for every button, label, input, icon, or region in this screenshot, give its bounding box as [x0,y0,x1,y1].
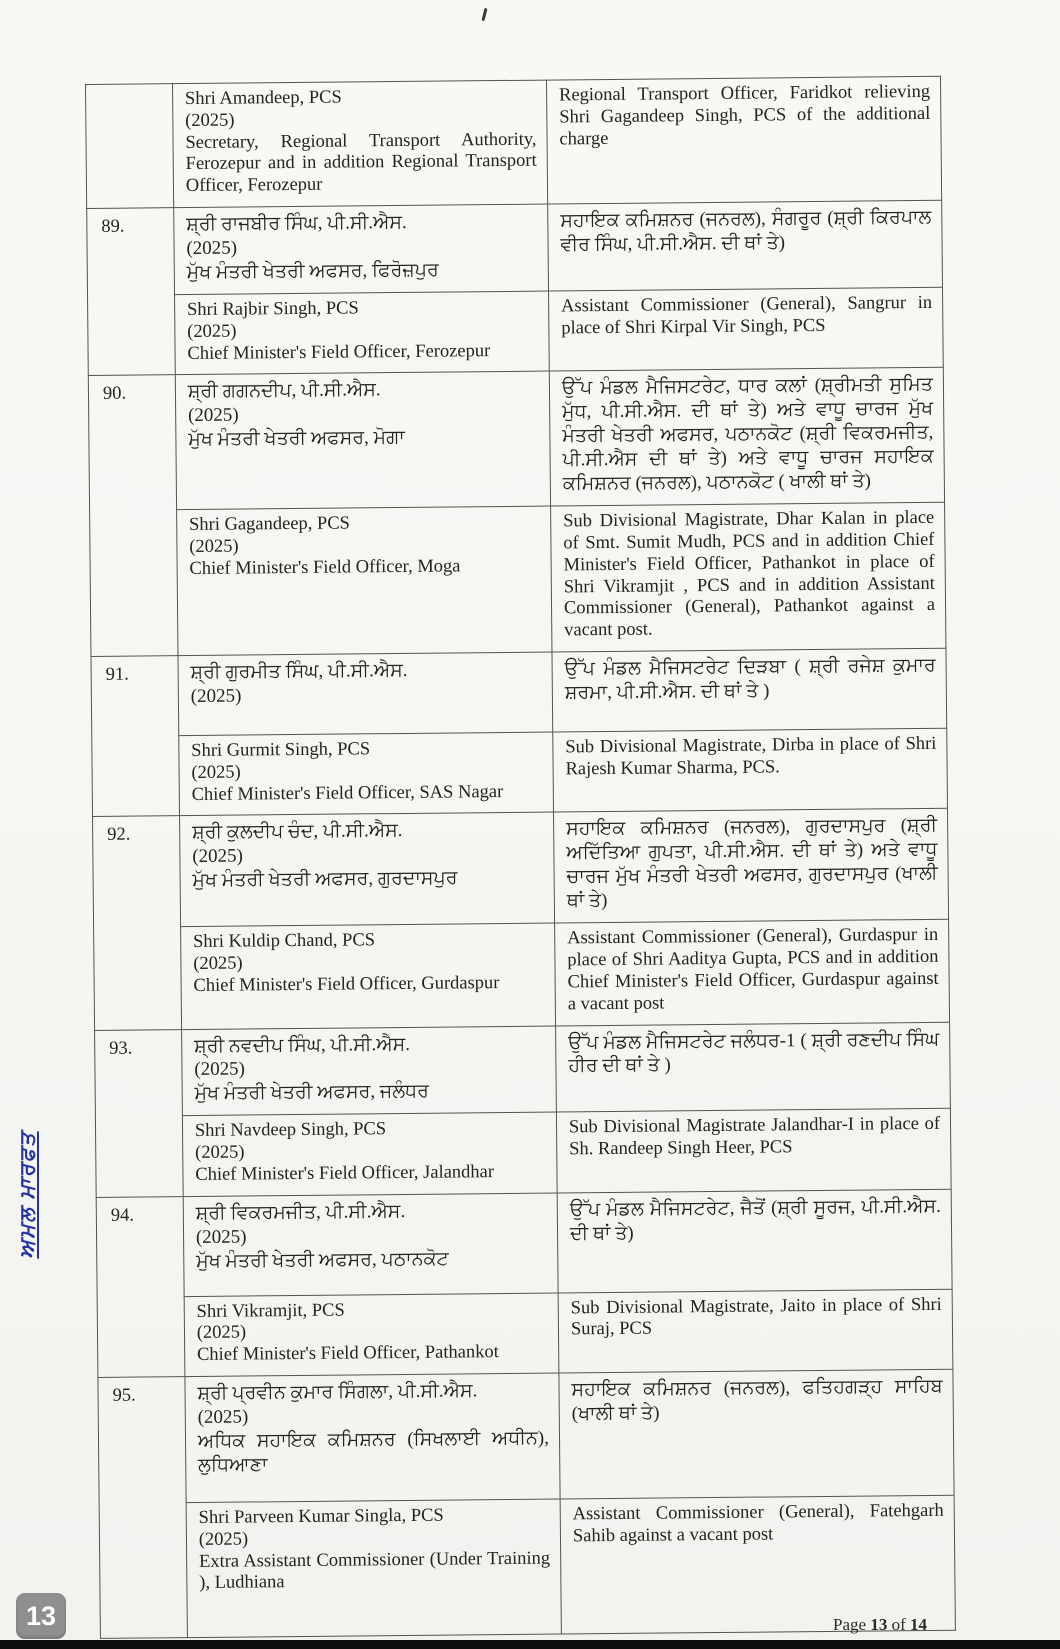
officer-line: (2025) [185,110,235,131]
officer-cell [176,506,551,656]
officer-line: ਮੁੱਖ ਮੰਤਰੀ ਖੇਤਰੀ ਅਫਸਰ, ਪਠਾਨਕੋਟ [196,1248,449,1272]
footer-page-word: Page [833,1615,871,1634]
officer-line: (2025) [194,1058,246,1081]
officer-line: ਮੁੱਖ ਮੰਤਰੀ ਖੇਤਰੀ ਅਫਸਰ, ਫਿਰੋਜ਼ਪੁਰ [186,259,439,284]
order-row [97,1289,953,1378]
officer-line: Chief Minister's Field Officer, Jalandhar [195,1162,495,1185]
officer-line: Shri Parveen Kumar Singla, PCS [198,1505,444,1528]
officer-line: ਸ਼੍ਰੀ ਨਵਦੀਪ ਸਿੰਘ, ਪੀ.ਸੀ.ਐਸ. [193,1033,411,1057]
officer-cell [183,1193,558,1296]
officer-line: Shri Gurmit Singh, PCS [191,739,371,761]
posting-text: Sub Divisional Magistrate Jalandhar-I in place of Sh. Randeep Singh Heer, PCS [568,1114,941,1160]
officer-line: (2025) [189,536,239,557]
order-row [87,200,943,295]
footer-total-pages: 14 [910,1615,927,1634]
officer-line: ਸ਼੍ਰੀ ਕੁਲਦੀਪ ਚੰਦ, ਪੀ.ਸੀ.ਐਸ. [191,820,403,844]
officer-line: (2025) [195,1142,245,1164]
officer-line: Chief Minister's Field Officer, SAS Nagar [191,781,504,805]
posting-text: Regional Transport Officer, Faridkot relieving Shri Gagandeep Singh, PCS of the additional charge [558,81,931,150]
officer-cell [186,1499,561,1638]
posting-cell [553,728,948,812]
officer-line: (2025) [191,762,241,783]
posting-text: Sub Divisional Magistrate, Dirba in place of Shri Rajesh Kumar Sharma, PCS. [565,733,937,780]
posting-text: ਸਹਾਇਕ ਕਮਿਸ਼ਨਰ (ਜਨਰਲ), ਗੁਰਦਾਸਪੁਰ (ਸ਼੍ਰੀ ਅਦਿੱਤਿਆ ਗੁਪਤਾ, ਪੀ.ਸੀ.ਐਸ. ਦੀ ਥਾਂ ਤੇ) ਅਤੇ ਵਾਧੂ ਚਾਰਜ ਮੁੱਖ ਮੰਤਰੀ ਖੇਤਰੀ ਅਫਸਰ, ਗੁਰਦਾਸਪੁਰ (ਖਾਲੀ ਥਾਂ ਤੇ) [566,815,938,912]
posting-cell [548,200,943,291]
order-row [88,287,944,376]
serial-number-cell: 95. [98,1377,187,1639]
order-row [95,1022,951,1117]
posting-cell [546,76,941,204]
posting-cell [555,919,950,1025]
officer-cell [174,291,549,375]
officer-line: (2025) [186,237,238,260]
posting-text: ਉੱਪ ਮੰਡਲ ਮੈਜਿਸਟਰੇਟ, ਧਾਰ ਕਲਾਂ (ਸ਼੍ਰੀਮਤੀ ਸੁਮਿਤ ਮੁੱਧ, ਪੀ.ਸੀ.ਐਸ. ਦੀ ਥਾਂ ਤੇ) ਅਤੇ ਵਾਧੂ ਚਾਰਜ ਮੁੱਖ ਮੰਤਰੀ ਖੇਤਰੀ ਅਫਸਰ, ਪਠਾਨਕੋਟ (ਸ਼੍ਰੀ ਵਿਕਰਮਜੀਤ, ਪੀ.ਸੀ.ਐਸ ਦੀ ਥਾਂ ਤੇ) ਅਤੇ ਵਾਧੂ ਚਾਰਜ ਸਹਾਇਕ ਕਮਿਸ਼ਨਰ (ਜਨਰਲ), ਪਠਾਨਕੋਟ ( ਖਾਲੀ ਥਾਂ ਤੇ) [561,374,934,495]
serial-number-cell [86,84,174,209]
officer-line: Secretary, Regional Transport Authority, Ferozepur and in addition Regional Transport Officer, Ferozepur [185,129,537,197]
footer-current-page: 13 [870,1615,888,1634]
order-row [99,1495,955,1639]
order-row [98,1369,954,1503]
officer-line: (2025) [192,845,244,868]
order-row [91,648,947,736]
posting-text: ਉੱਪ ਮੰਡਲ ਮੈਜਿਸਟਰੇਟ ਜਲੰਧਰ-1 ( ਸ਼੍ਰੀ ਰਣਦੀਪ ਸਿੰਘ ਹੀਰ ਦੀ ਥਾਂ ਤੇ ) [568,1028,940,1077]
footer-page-indicator [833,1615,927,1635]
officer-cell [179,812,554,926]
officer-line: (2025) [187,321,237,342]
order-row [95,1109,951,1198]
officer-line: Extra Assistant Commissioner (Under Training ), Ludhiana [198,1548,551,1594]
posting-cell [556,1109,951,1193]
serial-number-cell: 89. [87,208,175,376]
officer-cell [175,371,550,509]
officer-line: (2025) [197,1406,249,1429]
officer-cell [185,1373,560,1502]
serial-number-cell: 92. [93,816,182,1030]
page-number-badge: 13 [16,1593,66,1639]
serial-number-cell: 91. [91,656,179,817]
serial-number-cell: 94. [96,1196,185,1377]
officer-line: (2025) [187,404,239,427]
officer-line: Shri Rajbir Singh, PCS [186,298,359,320]
posting-text: Sub Divisional Magistrate, Jaito in place of Shri Suraj, PCS [570,1294,942,1340]
transfer-orders-body [86,76,956,1638]
officer-line: (2025) [196,1322,247,1344]
officer-cell [182,1112,557,1196]
serial-number-cell: 93. [95,1029,183,1197]
posting-cell [551,502,946,652]
officer-line: (2025) [190,685,242,708]
margin-handwriting-note: ਅਮਲ ਮਾਰਫਤ [15,1131,39,1259]
posting-text: Assistant Commissioner (General), Gurdaspur in place of Shri Aaditya Gupta, PCS and in addition Chief Minister's Field Officer, Gurdaspur against a vacant post [567,925,939,1015]
posting-text: Assistant Commissioner (General), Sangrur in place of Shri Kirpal Vir Singh, PCS [560,292,933,339]
order-row [90,502,946,656]
officer-cell [179,732,554,816]
officer-line: ਮੁੱਖ ਮੰਤਰੀ ਖੇਤਰੀ ਅਫਸਰ, ਮੋਗਾ [188,427,405,451]
officer-line: ਸ਼੍ਰੀ ਗੁਰਮੀਤ ਸਿੰਘ, ਪੀ.ਸੀ.ਐਸ. [190,660,408,684]
officer-cell [174,204,549,294]
order-row [93,809,949,928]
officer-line: Chief Minister's Field Officer, Gurdaspur [193,972,500,996]
officer-cell [180,923,555,1029]
officer-line: ਸ਼੍ਰੀ ਰਾਜਬੀਰ ਸਿੰਘ, ਪੀ.ਸੀ.ਐਸ. [186,212,407,236]
officer-cell [181,1026,556,1116]
posting-text: Assistant Commissioner (General), Fatehgarh Sahib against a vacant post [572,1500,944,1547]
posting-cell [553,809,948,924]
transfer-orders-table-wrap [85,76,956,1639]
officer-line: ਮੁੱਖ ਮੰਤਰੀ ਖੇਤਰੀ ਅਫਸਰ, ਜਲੰਧਰ [194,1081,429,1105]
officer-line: Shri Gagandeep, PCS [188,513,351,536]
order-row [92,728,948,817]
officer-line: ਸ਼੍ਰੀ ਵਿਕਰਮਜੀਤ, ਪੀ.ਸੀ.ਐਸ. [195,1200,406,1224]
posting-cell [560,1495,955,1634]
posting-text: ਸਹਾਇਕ ਕਮਿਸ਼ਨਰ (ਜਨਰਲ), ਫਤਿਹਗੜ੍ਹ ਸਾਹਿਬ (ਖਾਲੀ ਥਾਂ ਤੇ) [571,1375,943,1425]
posting-cell [548,287,943,371]
posting-text: Sub Divisional Magistrate, Dhar Kalan in place of Smt. Sumit Mudh, PCS and in addition Chief Minister's Field Officer, Pathankot in place of Shri Vikramjit , PCS and in addition Assistant Commissioner (General), Pathankot against a vacant post. [563,507,936,641]
order-row [88,368,944,511]
posting-text: ਉੱਪ ਮੰਡਲ ਮੈਜਿਸਟਰੇਟ ਦਿੜਬਾ ( ਸ਼੍ਰੀ ਰਜੇਸ਼ ਕੁਮਾਰ ਸ਼ਰਮਾ, ਪੀ.ਸੀ.ਐਸ. ਦੀ ਥਾਂ ਤੇ ) [564,654,936,704]
officer-line: ਸ਼੍ਰੀ ਪ੍ਰਵੀਨ ਕੁਮਾਰ ਸਿੰਗਲਾ, ਪੀ.ਸੀ.ਐਸ. [197,1380,478,1405]
officer-line: (2025) [198,1529,249,1550]
posting-text: ਉੱਪ ਮੰਡਲ ਮੈਜਿਸਟਰੇਟ, ਜੈਤੋਂ (ਸ਼੍ਰੀ ਸੂਰਜ, ਪੀ.ਸੀ.ਐਸ. ਦੀ ਥਾਂ ਤੇ) [569,1195,941,1245]
posting-cell [552,648,947,732]
officer-cell [184,1293,559,1377]
officer-line: Chief Minister's Field Officer, Pathankot [196,1342,499,1366]
scan-edge-bar [0,1640,1060,1649]
pen-mark [481,8,487,21]
officer-line: Shri Amandeep, PCS [184,87,342,110]
posting-cell [557,1189,952,1293]
posting-cell [549,368,944,506]
posting-cell [555,1022,950,1113]
order-row [94,919,950,1030]
officer-line: Shri Vikramjit, PCS [196,1300,345,1322]
posting-cell [558,1289,953,1373]
officer-line: Chief Minister's Field Officer, Moga [189,556,461,579]
officer-line: ਅਧਿਕ ਸਹਾਇਕ ਕਮਿਸ਼ਨਰ (ਸਿਖਲਾਈ ਅਧੀਨ), ਲੁਧਿਆਣਾ [197,1427,550,1476]
officer-cell [172,80,547,208]
officer-line: (2025) [195,1226,247,1248]
footer-of-word: of [887,1615,910,1634]
posting-text: ਸਹਾਇਕ ਕਮਿਸ਼ਨਰ (ਜਨਰਲ), ਸੰਗਰੂਰ (ਸ਼੍ਰੀ ਕਿਰਪਾਲ ਵੀਰ ਸਿੰਘ, ਪੀ.ਸੀ.ਐਸ. ਦੀ ਥਾਂ ਤੇ) [560,207,932,256]
order-row [96,1189,952,1297]
officer-line: ਮੁੱਖ ਮੰਤਰੀ ਖੇਤਰੀ ਅਫਸਰ, ਗੁਰਦਾਸਪੁਰ [192,867,458,892]
officer-line: (2025) [193,953,243,975]
serial-number-cell: 90. [88,375,178,656]
officer-line: Shri Kuldip Chand, PCS [192,930,376,953]
transfer-orders-table [85,76,956,1639]
officer-cell [178,652,553,735]
officer-line: ਸ਼੍ਰੀ ਗਗਨਦੀਪ, ਪੀ.ਸੀ.ਐਸ. [187,379,381,403]
order-row [86,76,942,208]
officer-line: Chief Minister's Field Officer, Ferozepur [187,340,491,364]
posting-cell [559,1369,954,1499]
officer-line: Shri Navdeep Singh, PCS [194,1119,387,1142]
